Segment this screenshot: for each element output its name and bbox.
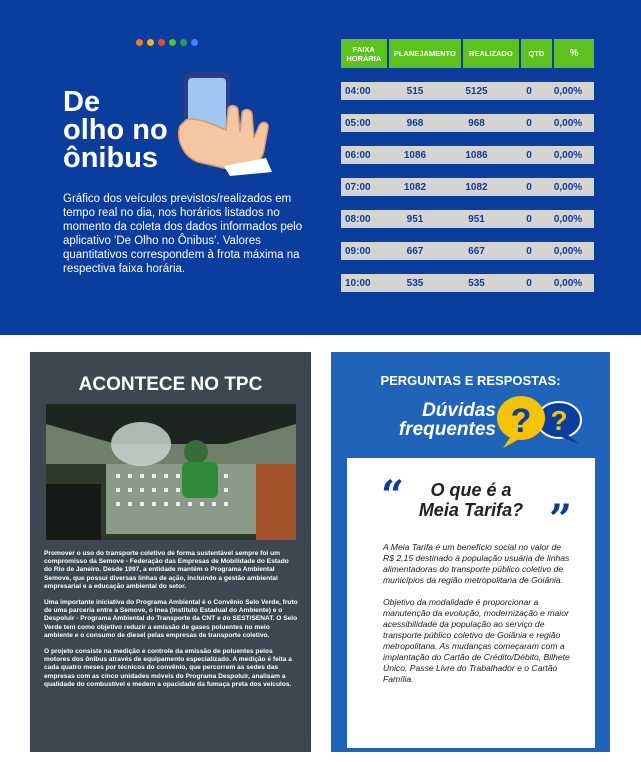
close-quote-icon: ” xyxy=(549,496,573,543)
decorative-dot xyxy=(180,39,187,46)
open-quote-icon: “ xyxy=(381,472,405,519)
cell-planejamento: 968 xyxy=(406,117,424,129)
hand-phone-icon xyxy=(172,66,278,176)
bus-inspection-photo xyxy=(46,404,296,540)
cell-faixa: 06:00 xyxy=(345,149,371,161)
cell-faixa: 04:00 xyxy=(345,85,371,97)
faq-panel xyxy=(331,352,610,752)
faq-title xyxy=(356,401,496,439)
th-percent: % xyxy=(554,39,594,68)
title-line-3: ônibus xyxy=(63,142,159,174)
decorative-dot xyxy=(169,39,176,46)
cell-realizado: 968 xyxy=(468,117,485,129)
faq-question xyxy=(391,480,551,520)
description-text: Gráfico dos veículos previstos/realizados em tempo real no dia, nos horários listados no momento da coleta dos dados informados pelo aplicativo 'De Olho no Ônibus'. Valores quantitativos correspondem à frota máxima na respectiva faixa horária. xyxy=(63,193,303,275)
cell-faixa: 07:00 xyxy=(345,181,371,193)
cell-realizado: 1086 xyxy=(465,149,488,161)
question-line-2: Meia Tarifa? xyxy=(418,500,524,520)
faq-title-line-1: Dúvidas xyxy=(422,400,496,421)
cell-qtd: 0 xyxy=(526,213,532,225)
cell-percent: 0,00% xyxy=(553,149,583,161)
th-faixa: FAIXA HORÁRIA xyxy=(341,39,387,68)
decorative-dot xyxy=(136,39,143,46)
cell-percent: 0,00% xyxy=(553,277,583,289)
cell-qtd: 0 xyxy=(526,245,532,257)
acontece-paragraph: Promover o uso do transporte coletivo de forma sustentável sempre foi um compromisso da Semove - Federação das Empresas de Mobilidade do Estado do Rio de Janeiro. Desde 1997, a entidade mantém o Programa Ambiental Semove, que possui diversas linhas de ação, incluindo a gestão ambiental empresarial e a educação ambiental do setor. xyxy=(44,550,289,590)
th-planejamento: PLANEJAMENTO xyxy=(389,39,461,68)
cell-percent: 0,00% xyxy=(553,181,583,193)
title-line-2: olho no xyxy=(63,114,168,146)
cell-realizado: 5125 xyxy=(465,85,488,97)
question-line-1: O que é a xyxy=(430,480,512,500)
cell-percent: 0,00% xyxy=(553,245,583,257)
table-header xyxy=(341,39,594,68)
th-realizado: REALIZADO xyxy=(463,39,519,68)
page-title xyxy=(63,88,168,172)
cell-qtd: 0 xyxy=(526,85,532,97)
cell-percent: 0,00% xyxy=(553,213,583,225)
decorative-dot xyxy=(158,39,165,46)
faq-card xyxy=(347,458,595,748)
faq-title-line-2: frequentes xyxy=(398,419,496,440)
answer-paragraph: A Meia Tarifa é um benefício social no valor de R$ 2,15 destinado à população usuária de linhas alimentadoras do transporte público coletivo de municípios da região metropolitana de Goiânia. xyxy=(383,542,570,585)
cell-planejamento: 951 xyxy=(406,213,424,225)
cell-planejamento: 1082 xyxy=(403,181,427,193)
table-row xyxy=(341,178,594,196)
table-row xyxy=(341,146,594,164)
cell-planejamento: 535 xyxy=(406,277,424,289)
decorative-dot xyxy=(191,39,198,46)
faq-answer xyxy=(383,542,573,696)
cell-percent: 0,00% xyxy=(553,85,583,97)
cell-realizado: 535 xyxy=(468,277,485,289)
faq-top-label: PERGUNTAS E RESPOSTAS: xyxy=(380,373,561,388)
schedule-table xyxy=(341,39,594,292)
cell-planejamento: 667 xyxy=(406,245,424,257)
cell-percent: 0,00% xyxy=(553,117,583,129)
acontece-text xyxy=(44,550,298,697)
title-line-1: De xyxy=(63,86,101,118)
decorative-dot xyxy=(147,39,154,46)
table-row xyxy=(341,114,594,132)
th-qtd: QTD xyxy=(521,39,553,68)
answer-paragraph: Objetivo da modalidade é proporcionar a manutenção da evolução, modernização e maior acessibilidade da população ao serviço de transporte público coletivo de Goiânia e região metropolitana. As mudanças começaram com a implantação do Cartão de Crédito/Débito, Bilhete Único, Passe Livre do Trabalhador e o Cartão Família. xyxy=(383,597,570,684)
bubble-mark-back: ? xyxy=(550,405,568,436)
table-row xyxy=(341,210,594,228)
cell-faixa: 09:00 xyxy=(345,245,371,257)
acontece-title: ACONTECE NO TPC xyxy=(78,374,263,395)
question-bubbles-icon xyxy=(481,392,586,452)
cell-qtd: 0 xyxy=(526,277,532,289)
bubble-mark-front: ? xyxy=(510,402,532,440)
top-banner xyxy=(0,0,641,335)
cell-planejamento: 1086 xyxy=(403,149,427,161)
table-row xyxy=(341,274,594,292)
cell-realizado: 951 xyxy=(468,213,485,225)
table-row xyxy=(341,82,594,100)
acontece-panel xyxy=(30,352,311,752)
cell-qtd: 0 xyxy=(526,117,532,129)
cell-faixa: 10:00 xyxy=(345,277,371,289)
cell-realizado: 667 xyxy=(468,245,485,257)
cell-planejamento: 515 xyxy=(406,85,424,97)
cell-qtd: 0 xyxy=(526,181,532,193)
cell-faixa: 08:00 xyxy=(345,213,371,225)
cell-realizado: 1082 xyxy=(465,181,488,193)
cell-faixa: 05:00 xyxy=(345,117,371,129)
acontece-paragraph: O projeto consiste na medição e controle da emissão de poluentes pelos motores dos ônibus através de equipamento especializado. A medição é feita a cada quatro meses por técnicos do convênio, que percorrem as sedes das empresas com as cinco unidades móveis do Programa Despoluir, analisam a qualidade do combustível e medem a opacidade da fumaça preta dos veículos. xyxy=(44,648,292,688)
decorative-dots xyxy=(136,39,198,46)
table-row xyxy=(341,242,594,260)
acontece-paragraph: Uma importante iniciativa do Programa Ambiental é o Convênio Selo Verde, fruto de uma parceria entre a Semove, o Inea (Instituto Estadual do Ambiente) e o Despoluir - Programa Ambiental do Transporte da CNT e do SEST/SENAT. O Selo Verde tem como objetivo reduzir a emissão de gases poluentes no meio ambiente e o consumo de diesel pelas empresas de transporte coletivo. xyxy=(44,599,298,639)
cell-qtd: 0 xyxy=(526,149,532,161)
